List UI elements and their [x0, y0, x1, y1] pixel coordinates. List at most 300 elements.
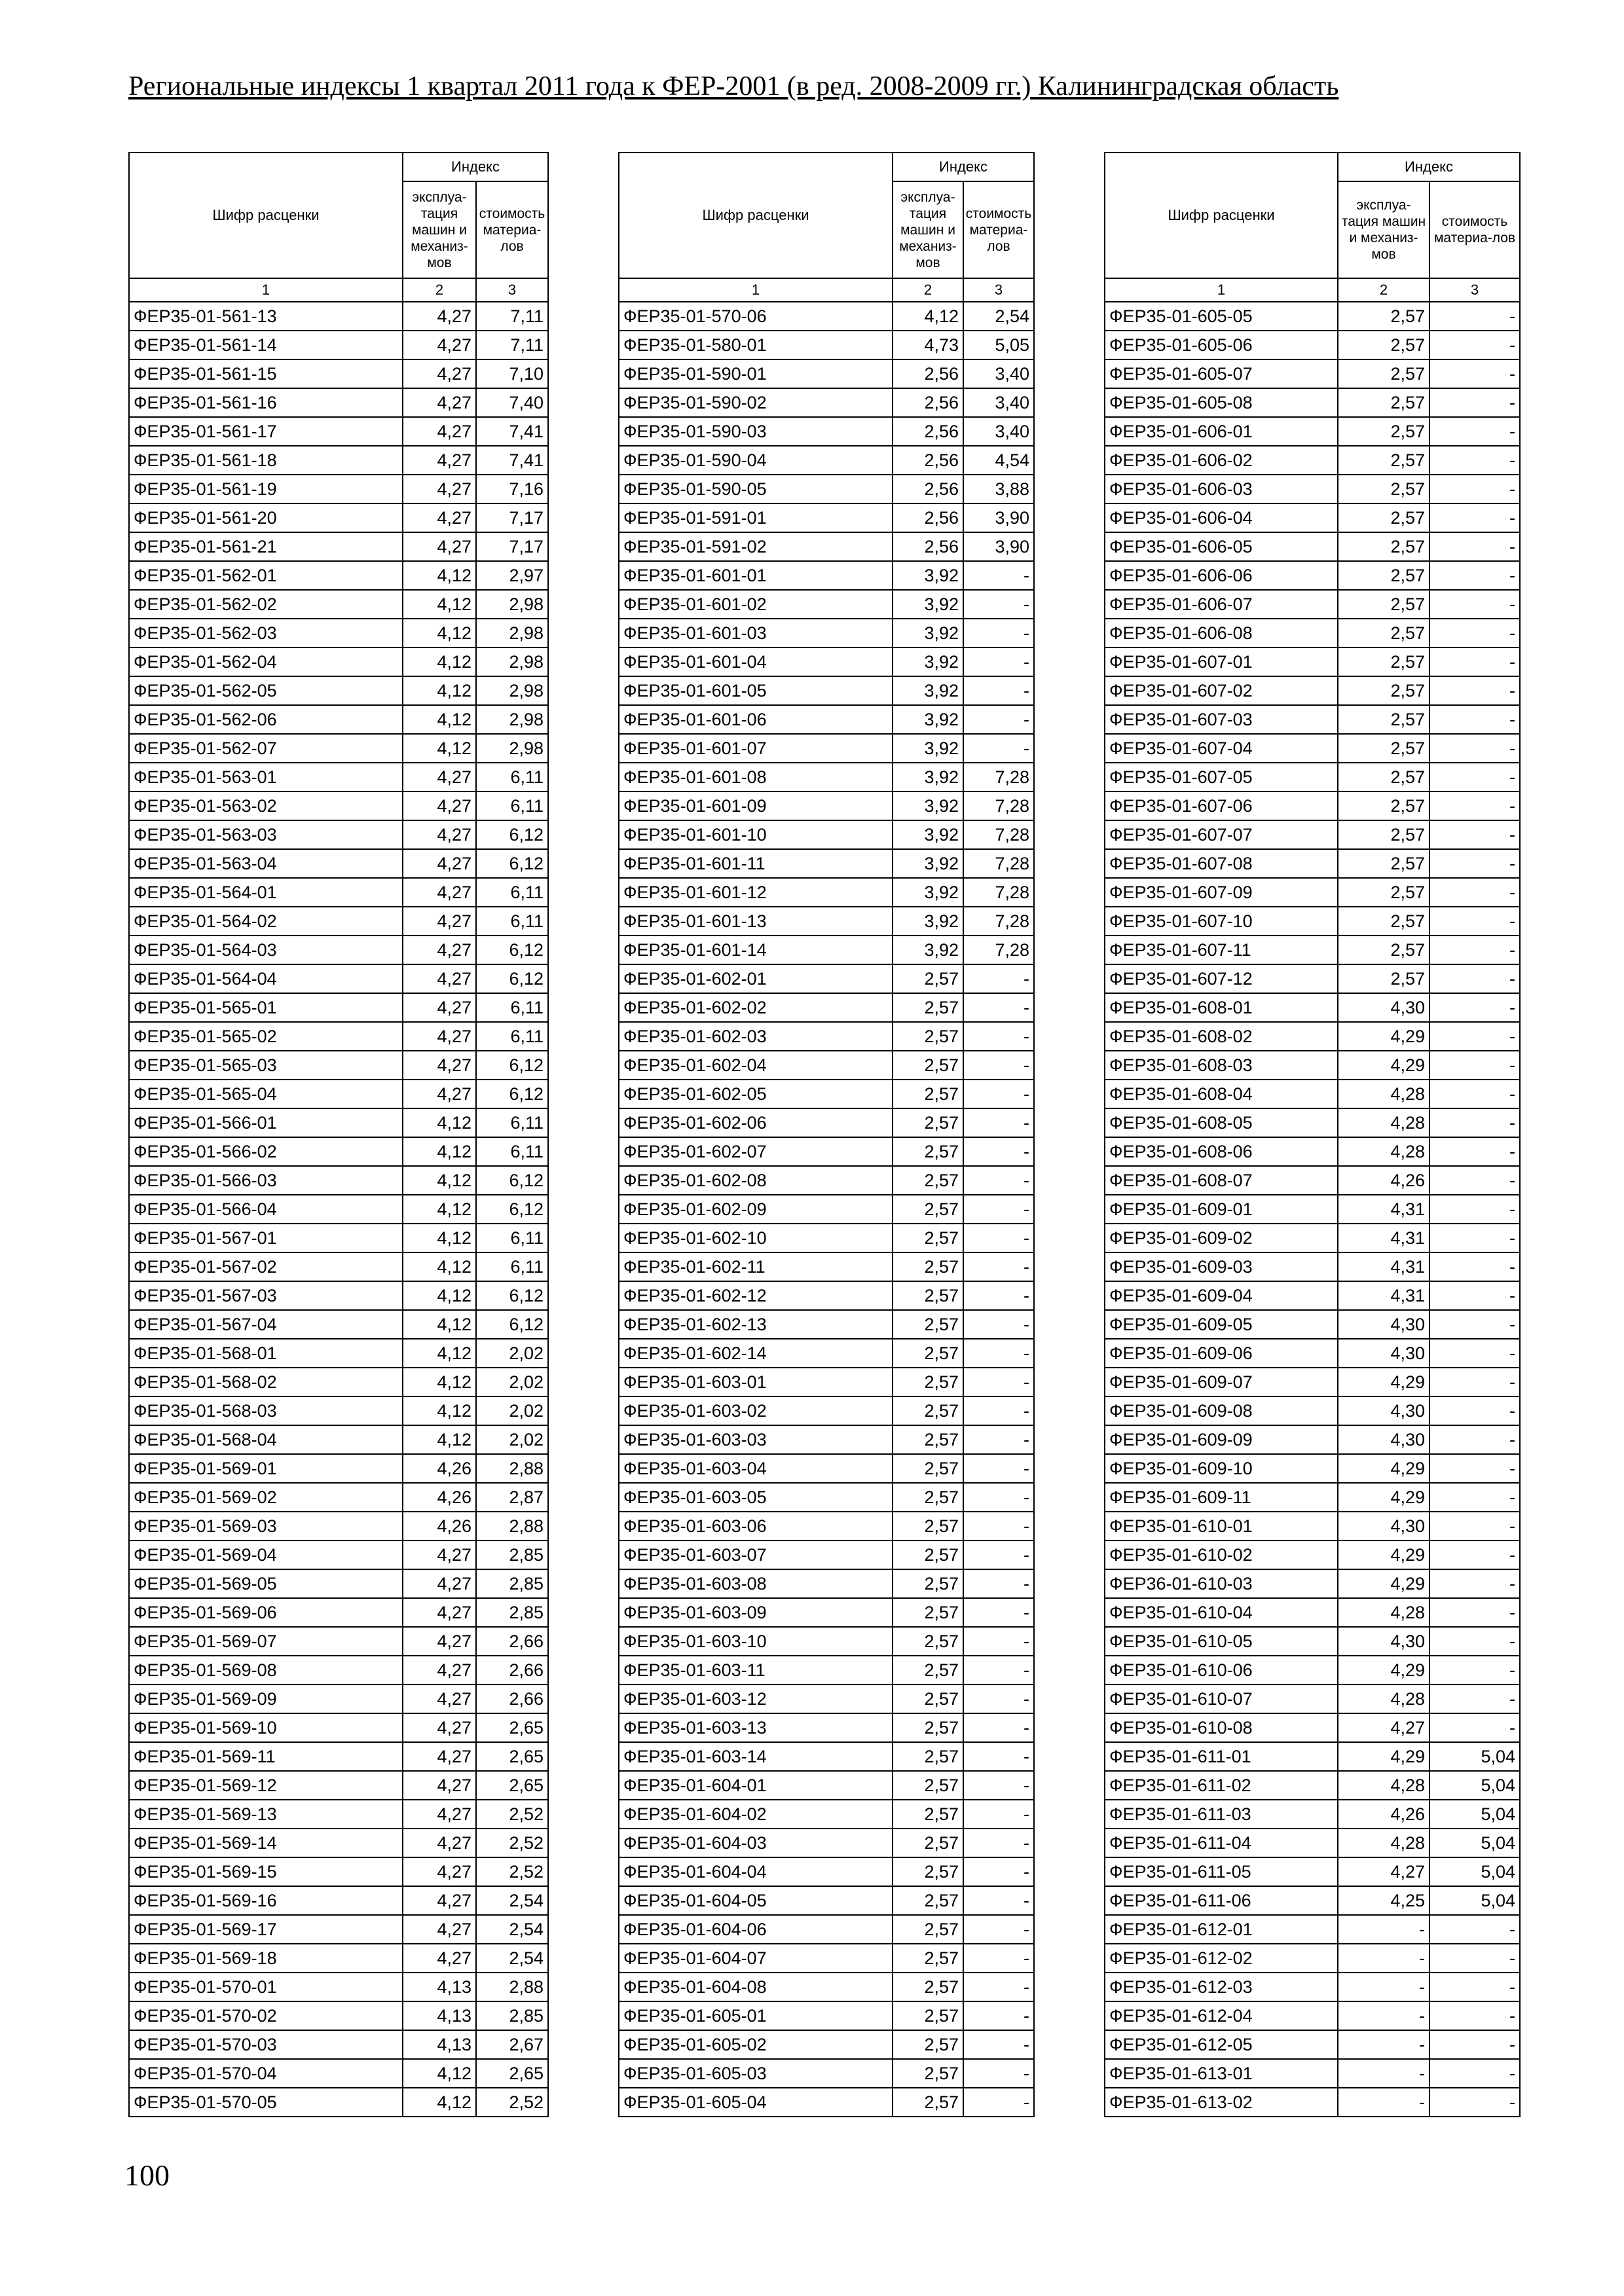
table-row	[129, 417, 548, 446]
table-row	[619, 1742, 1034, 1771]
materials-index-cell: -	[1430, 705, 1520, 734]
rate-code-cell: ФЕР35-01-562-01	[129, 561, 403, 590]
table-row	[619, 503, 1034, 532]
machines-index-cell: 4,27	[403, 792, 476, 820]
machines-index-cell: 4,27	[403, 820, 476, 849]
table-row	[129, 1685, 548, 1713]
table-row	[1105, 1425, 1520, 1454]
table-row	[1105, 388, 1520, 417]
machines-index-cell: 4,30	[1338, 1425, 1430, 1454]
machines-index-cell: 3,92	[893, 792, 963, 820]
rate-code-cell: ФЕР35-01-609-03	[1105, 1252, 1338, 1281]
materials-index-cell: -	[1430, 734, 1520, 763]
table-row	[619, 2088, 1034, 2117]
table-row	[129, 849, 548, 878]
table-row	[1105, 1857, 1520, 1886]
rate-code-cell: ФЕР35-01-602-12	[619, 1281, 893, 1310]
materials-index-cell: -	[1430, 1108, 1520, 1137]
header-materials: стоимость материа-лов	[476, 181, 548, 278]
materials-index-cell: -	[963, 2059, 1034, 2088]
materials-index-cell: -	[963, 1080, 1034, 1108]
rate-code-cell: ФЕР35-01-561-17	[129, 417, 403, 446]
rate-code-cell: ФЕР35-01-602-14	[619, 1339, 893, 1368]
machines-index-cell: 2,57	[893, 1886, 963, 1915]
machines-index-cell: 4,12	[403, 2088, 476, 2117]
materials-index-cell: 7,11	[476, 302, 548, 331]
machines-index-cell: 4,29	[1338, 1656, 1430, 1685]
materials-index-cell: -	[963, 1512, 1034, 1540]
rate-code-cell: ФЕР35-01-603-09	[619, 1598, 893, 1627]
materials-index-cell: -	[1430, 388, 1520, 417]
rate-code-cell: ФЕР35-01-609-09	[1105, 1425, 1338, 1454]
materials-index-cell: 2,98	[476, 676, 548, 705]
machines-index-cell: 4,26	[1338, 1166, 1430, 1195]
machines-index-cell: 4,12	[403, 705, 476, 734]
materials-index-cell: 6,11	[476, 763, 548, 792]
materials-index-cell: 2,52	[476, 1800, 548, 1829]
rate-code-cell: ФЕР35-01-568-02	[129, 1368, 403, 1396]
materials-index-cell: -	[1430, 1540, 1520, 1569]
machines-index-cell: 4,28	[1338, 1685, 1430, 1713]
materials-index-cell: -	[963, 590, 1034, 619]
materials-index-cell: -	[1430, 1656, 1520, 1685]
machines-index-cell: 4,13	[403, 1973, 476, 2001]
machines-index-cell: 2,57	[893, 1540, 963, 1569]
materials-index-cell: -	[1430, 446, 1520, 475]
table-row	[619, 2059, 1034, 2088]
table-row	[619, 1540, 1034, 1569]
materials-index-cell: -	[1430, 1195, 1520, 1224]
materials-index-cell: -	[1430, 2030, 1520, 2059]
machines-index-cell: 4,28	[1338, 1080, 1430, 1108]
table-row	[619, 532, 1034, 561]
materials-index-cell: 3,40	[963, 388, 1034, 417]
machines-index-cell: 4,12	[403, 1195, 476, 1224]
rate-code-cell: ФЕР35-01-590-05	[619, 475, 893, 503]
table-row	[129, 1598, 548, 1627]
rate-code-cell: ФЕР35-01-569-15	[129, 1857, 403, 1886]
table-row	[129, 1022, 548, 1051]
table-row	[1105, 1396, 1520, 1425]
materials-index-cell: 6,12	[476, 1281, 548, 1310]
rate-code-cell: ФЕР35-01-603-08	[619, 1569, 893, 1598]
machines-index-cell: 4,27	[403, 1569, 476, 1598]
rate-code-cell: ФЕР35-01-569-05	[129, 1569, 403, 1598]
rate-code-cell: ФЕР35-01-563-03	[129, 820, 403, 849]
machines-index-cell: 2,57	[893, 1598, 963, 1627]
rate-code-cell: ФЕР35-01-607-04	[1105, 734, 1338, 763]
rate-code-cell: ФЕР35-01-569-03	[129, 1512, 403, 1540]
rate-code-cell: ФЕР35-01-607-08	[1105, 849, 1338, 878]
rate-code-cell: ФЕР35-01-563-02	[129, 792, 403, 820]
rate-code-cell: ФЕР35-01-606-02	[1105, 446, 1338, 475]
rate-code-cell: ФЕР35-01-604-03	[619, 1829, 893, 1857]
table-row	[129, 820, 548, 849]
materials-index-cell: 3,40	[963, 359, 1034, 388]
table-row	[1105, 1310, 1520, 1339]
table-row	[129, 331, 548, 359]
table-row	[1105, 964, 1520, 993]
machines-index-cell: 4,27	[403, 1829, 476, 1857]
materials-index-cell: -	[1430, 561, 1520, 590]
machines-index-cell: 4,27	[403, 1915, 476, 1944]
rate-code-cell: ФЕР35-01-601-10	[619, 820, 893, 849]
materials-index-cell: -	[1430, 1569, 1520, 1598]
materials-index-cell: 2,98	[476, 619, 548, 647]
rate-code-cell: ФЕР35-01-611-05	[1105, 1857, 1338, 1886]
index-table-3	[1104, 152, 1521, 2117]
machines-index-cell: 2,56	[893, 532, 963, 561]
rate-code-cell: ФЕР35-01-612-05	[1105, 2030, 1338, 2059]
rate-code-cell: ФЕР35-01-605-06	[1105, 331, 1338, 359]
rate-code-cell: ФЕР35-01-601-08	[619, 763, 893, 792]
table-row	[129, 359, 548, 388]
machines-index-cell: 2,57	[1338, 475, 1430, 503]
materials-index-cell: -	[1430, 475, 1520, 503]
rate-code-cell: ФЕР35-01-561-15	[129, 359, 403, 388]
rate-code-cell: ФЕР35-01-610-05	[1105, 1627, 1338, 1656]
materials-index-cell: -	[963, 1454, 1034, 1483]
table-row	[129, 1108, 548, 1137]
table-row	[1105, 1166, 1520, 1195]
machines-index-cell: 4,12	[403, 734, 476, 763]
table-row	[619, 1368, 1034, 1396]
table-row	[129, 1800, 548, 1829]
table-row	[1105, 936, 1520, 964]
rate-code-cell: ФЕР35-01-612-03	[1105, 1973, 1338, 2001]
rate-code-cell: ФЕР35-01-611-03	[1105, 1800, 1338, 1829]
materials-index-cell: -	[1430, 820, 1520, 849]
rate-code-cell: ФЕР35-01-609-01	[1105, 1195, 1338, 1224]
materials-index-cell: 2,87	[476, 1483, 548, 1512]
materials-index-cell: 3,90	[963, 503, 1034, 532]
table-row	[1105, 1080, 1520, 1108]
table-row	[1105, 878, 1520, 907]
table-row	[129, 705, 548, 734]
table-row	[619, 1915, 1034, 1944]
machines-index-cell: 2,57	[893, 1396, 963, 1425]
table-row	[619, 1569, 1034, 1598]
machines-index-cell: 4,27	[403, 936, 476, 964]
rate-code-cell: ФЕР35-01-605-08	[1105, 388, 1338, 417]
machines-index-cell: 4,30	[1338, 1627, 1430, 1656]
table-row	[1105, 2059, 1520, 2088]
materials-index-cell: 6,12	[476, 849, 548, 878]
materials-index-cell: -	[963, 1137, 1034, 1166]
materials-index-cell: 7,28	[963, 936, 1034, 964]
table-row	[1105, 1713, 1520, 1742]
table-row	[1105, 1454, 1520, 1483]
rate-code-cell: ФЕР35-01-601-03	[619, 619, 893, 647]
table-row	[619, 1339, 1034, 1368]
header-code: Шифр расценки	[1105, 153, 1338, 278]
machines-index-cell: 4,27	[403, 1598, 476, 1627]
materials-index-cell: -	[1430, 1973, 1520, 2001]
materials-index-cell: -	[1430, 619, 1520, 647]
materials-index-cell: -	[963, 1973, 1034, 2001]
table-row	[129, 792, 548, 820]
materials-index-cell: -	[963, 1771, 1034, 1800]
machines-index-cell: 2,57	[893, 2030, 963, 2059]
machines-index-cell: 4,30	[1338, 1339, 1430, 1368]
machines-index-cell: 4,12	[403, 2059, 476, 2088]
materials-index-cell: -	[963, 1742, 1034, 1771]
table-row	[619, 331, 1034, 359]
rate-code-cell: ФЕР35-01-613-02	[1105, 2088, 1338, 2117]
rate-code-cell: ФЕР35-01-608-03	[1105, 1051, 1338, 1080]
machines-index-cell: 2,57	[893, 1310, 963, 1339]
materials-index-cell: -	[1430, 964, 1520, 993]
table-row	[1105, 331, 1520, 359]
machines-index-cell: 4,29	[1338, 1569, 1430, 1598]
materials-index-cell: -	[1430, 1224, 1520, 1252]
machines-index-cell: 4,25	[1338, 1886, 1430, 1915]
materials-index-cell: 7,28	[963, 820, 1034, 849]
materials-index-cell: 7,11	[476, 331, 548, 359]
machines-index-cell: 4,27	[403, 1857, 476, 1886]
materials-index-cell: -	[963, 1425, 1034, 1454]
rate-code-cell: ФЕР35-01-602-11	[619, 1252, 893, 1281]
machines-index-cell: -	[1338, 2088, 1430, 2117]
table-row	[619, 1973, 1034, 2001]
materials-index-cell: 6,12	[476, 1310, 548, 1339]
machines-index-cell: 4,12	[403, 1252, 476, 1281]
header-machines: эксплуа-тация машин и механиз-мов	[1338, 181, 1430, 278]
machines-index-cell: 4,26	[403, 1483, 476, 1512]
machines-index-cell: 3,92	[893, 820, 963, 849]
table-row	[619, 1166, 1034, 1195]
table-row	[1105, 763, 1520, 792]
machines-index-cell: 4,27	[403, 1627, 476, 1656]
rate-code-cell: ФЕР35-01-608-04	[1105, 1080, 1338, 1108]
machines-index-cell: 4,27	[403, 532, 476, 561]
materials-index-cell: -	[963, 964, 1034, 993]
rate-code-cell: ФЕР35-01-566-01	[129, 1108, 403, 1137]
materials-index-cell: -	[1430, 1368, 1520, 1396]
materials-index-cell: -	[1430, 1944, 1520, 1973]
table-row	[129, 907, 548, 936]
machines-index-cell: 2,57	[893, 1425, 963, 1454]
table-row	[619, 1195, 1034, 1224]
table-row	[1105, 1685, 1520, 1713]
table-row	[1105, 993, 1520, 1022]
table-row	[1105, 2030, 1520, 2059]
table-row	[619, 792, 1034, 820]
machines-index-cell: 4,27	[403, 993, 476, 1022]
rate-code-cell: ФЕР35-01-608-06	[1105, 1137, 1338, 1166]
materials-index-cell: -	[963, 561, 1034, 590]
rate-code-cell: ФЕР35-01-569-18	[129, 1944, 403, 1973]
machines-index-cell: 3,92	[893, 763, 963, 792]
table-row	[619, 907, 1034, 936]
table-row	[1105, 1569, 1520, 1598]
table-row	[1105, 820, 1520, 849]
table-row	[129, 475, 548, 503]
materials-index-cell: 2,52	[476, 1829, 548, 1857]
machines-index-cell: -	[1338, 2001, 1430, 2030]
rate-code-cell: ФЕР35-01-569-11	[129, 1742, 403, 1771]
materials-index-cell: -	[1430, 1310, 1520, 1339]
materials-index-cell: 2,52	[476, 1857, 548, 1886]
table-row	[1105, 302, 1520, 331]
table-row	[1105, 1022, 1520, 1051]
machines-index-cell: 4,13	[403, 2001, 476, 2030]
table-row	[129, 302, 548, 331]
materials-index-cell: -	[963, 1051, 1034, 1080]
materials-index-cell: 6,12	[476, 936, 548, 964]
rate-code-cell: ФЕР35-01-563-04	[129, 849, 403, 878]
materials-index-cell: -	[963, 1598, 1034, 1627]
table-row	[129, 1627, 548, 1656]
rate-code-cell: ФЕР35-01-569-13	[129, 1800, 403, 1829]
materials-index-cell: 7,28	[963, 763, 1034, 792]
table-row	[1105, 676, 1520, 705]
rate-code-cell: ФЕР35-01-605-07	[1105, 359, 1338, 388]
materials-index-cell: -	[963, 1022, 1034, 1051]
table-row	[1105, 619, 1520, 647]
table-row	[619, 1483, 1034, 1512]
materials-index-cell: 2,88	[476, 1454, 548, 1483]
materials-index-cell: 2,02	[476, 1396, 548, 1425]
machines-index-cell: 2,57	[1338, 590, 1430, 619]
machines-index-cell: 4,27	[403, 1771, 476, 1800]
materials-index-cell: -	[963, 1540, 1034, 1569]
machines-index-cell: 4,31	[1338, 1195, 1430, 1224]
table-row	[129, 1915, 548, 1944]
table-row	[1105, 1771, 1520, 1800]
machines-index-cell: 3,92	[893, 619, 963, 647]
machines-index-cell: 2,57	[1338, 619, 1430, 647]
materials-index-cell: 2,02	[476, 1368, 548, 1396]
table-row	[1105, 1886, 1520, 1915]
materials-index-cell: 2,88	[476, 1512, 548, 1540]
table-row	[619, 1627, 1034, 1656]
rate-code-cell: ФЕР35-01-611-04	[1105, 1829, 1338, 1857]
machines-index-cell: 4,30	[1338, 993, 1430, 1022]
index-table-1	[128, 152, 549, 2117]
machines-index-cell: 4,29	[1338, 1051, 1430, 1080]
rate-code-cell: ФЕР35-01-569-10	[129, 1713, 403, 1742]
table-row	[129, 1080, 548, 1108]
materials-index-cell: -	[1430, 1339, 1520, 1368]
machines-index-cell: 4,26	[403, 1454, 476, 1483]
rate-code-cell: ФЕР35-01-567-02	[129, 1252, 403, 1281]
table-row	[619, 1598, 1034, 1627]
materials-index-cell: 6,11	[476, 792, 548, 820]
machines-index-cell: 4,27	[403, 1080, 476, 1108]
rate-code-cell: ФЕР35-01-580-01	[619, 331, 893, 359]
rate-code-cell: ФЕР35-01-602-05	[619, 1080, 893, 1108]
rate-code-cell: ФЕР35-01-569-17	[129, 1915, 403, 1944]
machines-index-cell: 2,57	[893, 993, 963, 1022]
materials-index-cell: -	[1430, 849, 1520, 878]
table-row	[619, 619, 1034, 647]
table-row	[129, 532, 548, 561]
materials-index-cell: -	[1430, 1713, 1520, 1742]
machines-index-cell: 4,27	[403, 763, 476, 792]
machines-index-cell: 4,12	[893, 302, 963, 331]
rate-code-cell: ФЕР35-01-604-02	[619, 1800, 893, 1829]
table-row	[619, 1771, 1034, 1800]
table-row	[129, 1166, 548, 1195]
table-row	[619, 417, 1034, 446]
machines-index-cell: 2,57	[1338, 878, 1430, 907]
materials-index-cell: -	[963, 1569, 1034, 1598]
rate-code-cell: ФЕР35-01-603-12	[619, 1685, 893, 1713]
table-row	[1105, 2088, 1520, 2117]
machines-index-cell: 2,57	[893, 964, 963, 993]
materials-index-cell: -	[1430, 647, 1520, 676]
materials-index-cell: -	[963, 2030, 1034, 2059]
materials-index-cell: -	[1430, 1627, 1520, 1656]
rate-code-cell: ФЕР35-01-609-06	[1105, 1339, 1338, 1368]
rate-code-cell: ФЕР35-01-569-08	[129, 1656, 403, 1685]
machines-index-cell: 2,56	[893, 388, 963, 417]
table-row	[1105, 561, 1520, 590]
materials-index-cell: -	[963, 1800, 1034, 1829]
rate-code-cell: ФЕР35-01-562-06	[129, 705, 403, 734]
machines-index-cell: 4,27	[403, 1685, 476, 1713]
header-code: Шифр расценки	[129, 153, 403, 278]
machines-index-cell: 4,12	[403, 676, 476, 705]
table-row	[129, 1224, 548, 1252]
header-index: Индекс	[893, 153, 1034, 181]
machines-index-cell: -	[1338, 1944, 1430, 1973]
machines-index-cell: -	[1338, 2030, 1430, 2059]
rate-code-cell: ФЕР35-01-570-02	[129, 2001, 403, 2030]
header-col-number: 1	[129, 278, 403, 302]
materials-index-cell: 6,12	[476, 964, 548, 993]
machines-index-cell: 4,27	[1338, 1857, 1430, 1886]
rate-code-cell: ФЕР35-01-603-14	[619, 1742, 893, 1771]
table-row	[1105, 1368, 1520, 1396]
table-row	[1105, 2001, 1520, 2030]
materials-index-cell: -	[963, 1685, 1034, 1713]
materials-index-cell: -	[1430, 302, 1520, 331]
machines-index-cell: 2,57	[893, 1800, 963, 1829]
header-materials: стоимость материа-лов	[1430, 181, 1520, 278]
materials-index-cell: -	[1430, 1166, 1520, 1195]
machines-index-cell: 3,92	[893, 878, 963, 907]
table-row	[1105, 1281, 1520, 1310]
machines-index-cell: 2,57	[1338, 734, 1430, 763]
table-row	[619, 705, 1034, 734]
materials-index-cell: 5,04	[1430, 1742, 1520, 1771]
rate-code-cell: ФЕР35-01-604-06	[619, 1915, 893, 1944]
rate-code-cell: ФЕР35-01-569-14	[129, 1829, 403, 1857]
rate-code-cell: ФЕР35-01-601-04	[619, 647, 893, 676]
rate-code-cell: ФЕР35-01-601-02	[619, 590, 893, 619]
table-row	[619, 302, 1034, 331]
materials-index-cell: 2,02	[476, 1339, 548, 1368]
materials-index-cell: 2,65	[476, 1771, 548, 1800]
table-row	[619, 1252, 1034, 1281]
materials-index-cell: -	[963, 619, 1034, 647]
rate-code-cell: ФЕР35-01-591-02	[619, 532, 893, 561]
rate-code-cell: ФЕР35-01-601-13	[619, 907, 893, 936]
materials-index-cell: 6,12	[476, 1166, 548, 1195]
rate-code-cell: ФЕР35-01-607-02	[1105, 676, 1338, 705]
materials-index-cell: -	[963, 705, 1034, 734]
machines-index-cell: -	[1338, 2059, 1430, 2088]
table-row	[129, 763, 548, 792]
rate-code-cell: ФЕР35-01-603-02	[619, 1396, 893, 1425]
machines-index-cell: 2,56	[893, 417, 963, 446]
materials-index-cell: 2,54	[963, 302, 1034, 331]
table-row	[1105, 647, 1520, 676]
materials-index-cell: -	[1430, 503, 1520, 532]
rate-code-cell: ФЕР35-01-603-06	[619, 1512, 893, 1540]
